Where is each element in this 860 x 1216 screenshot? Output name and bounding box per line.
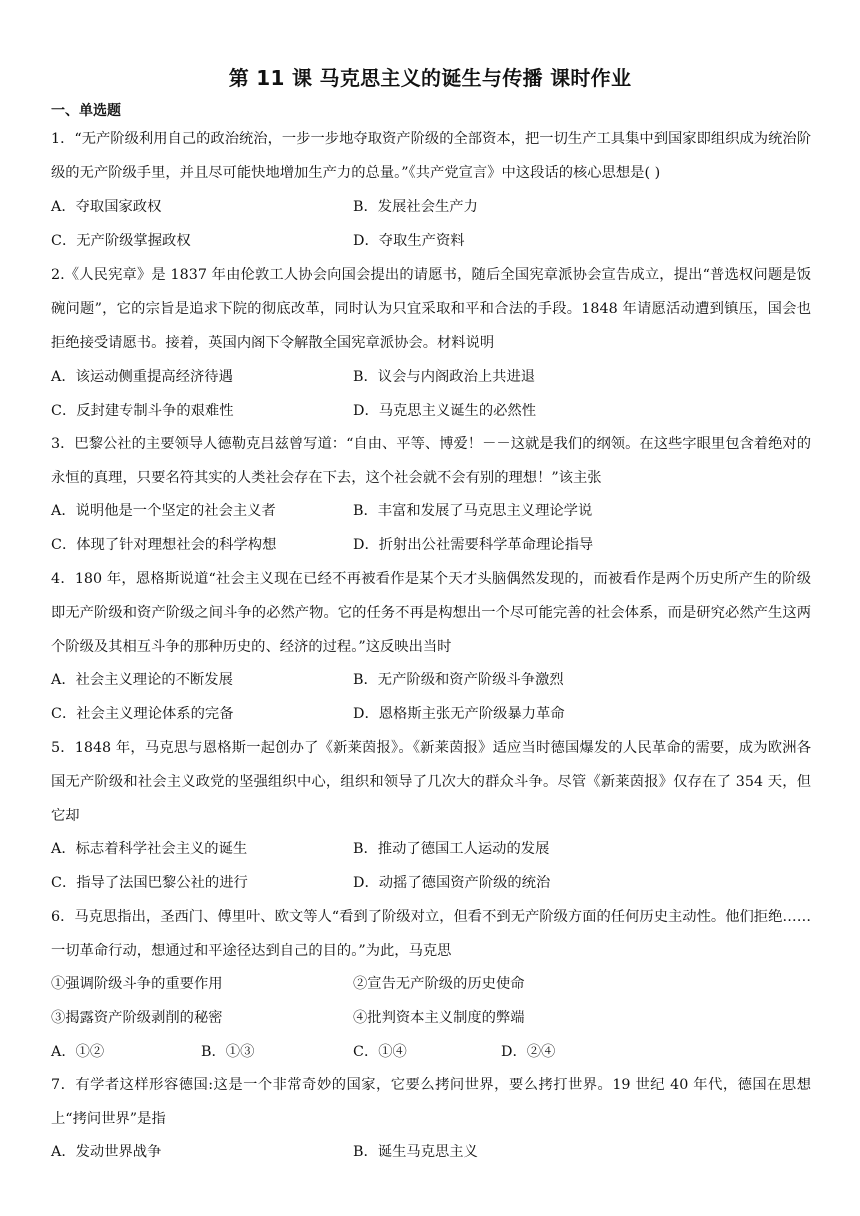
option-b[interactable]: B．议会与内阁政治上共进退	[353, 369, 536, 385]
question-7-stem: 7．有学者这样形容德国:这是一个非常奇妙的国家，它要么拷问世界，要么拷打世界。19 世纪 40 年代，德国在思想上“拷问世界”是指	[51, 1077, 811, 1127]
option-a[interactable]: A．社会主义理论的不断发展	[51, 672, 233, 688]
question-3-options-row-2	[51, 528, 811, 562]
option-a[interactable]: A．标志着科学社会主义的诞生	[51, 841, 248, 857]
statement-item: ②宣告无产阶级的历史使命	[353, 976, 525, 992]
question-1-options-row-1	[51, 190, 811, 224]
question-1-options-row-2	[51, 224, 811, 258]
option-c[interactable]: C．反封建专制斗争的艰难性	[51, 403, 234, 419]
question-3-options-row-1	[51, 494, 811, 528]
statement-item: ④批判资本主义制度的弊端	[353, 1010, 525, 1026]
statement-item: ①强调阶级斗争的重要作用	[51, 976, 223, 992]
question-4-options-row-1	[51, 663, 811, 697]
question-5-options-row-1	[51, 832, 811, 866]
question-2-options-row-2	[51, 394, 811, 428]
option-d[interactable]: D．夺取生产资料	[353, 233, 465, 249]
question-6-stem: 6．马克思指出，圣西门、傅里叶、欧文等人“看到了阶级对立，但看不到无产阶级方面的任何历史主动性。他们拒绝……一切革命行动，想通过和平途径达到自己的目的。”为此，马克思	[51, 909, 811, 959]
option-b[interactable]: B．推动了德国工人运动的发展	[353, 841, 550, 857]
question-2-stem: 2.《人民宪章》是 1837 年由伦敦工人协会向国会提出的请愿书，随后全国宪章派协会宣告成立，提出“普选权问题是饭碗问题”，它的宗旨是追求下院的彻底改革，同时认为只宜采取和平和合法的手段。1848 年请愿活动遭到镇压，国会也拒绝接受请愿书。接着，英国内阁下令解散全国宪章派协会。材料说明	[51, 267, 811, 351]
option-d[interactable]: D．②④	[501, 1044, 556, 1060]
question-5-stem: 5．1848 年，马克思与恩格斯一起创办了《新莱茵报》。《新莱茵报》适应当时德国爆发的人民革命的需要，成为欧洲各国无产阶级和社会主义政党的坚强组织中心，组织和领导了几次大的群众斗争。尽管《新莱茵报》仅存在了 354 天，但它却	[51, 740, 811, 824]
question-6-items-row-2	[51, 1001, 811, 1035]
page-title: 第 11 课 马克思主义的诞生与传播 课时作业	[228, 66, 632, 90]
option-b[interactable]: B．发展社会生产力	[353, 199, 478, 215]
option-c[interactable]: C．社会主义理论体系的完备	[51, 706, 234, 722]
question-1-stem: 1．“无产阶级利用自己的政治统治，一步一步地夺取资产阶级的全部资本，把一切生产工具集中到国家即组织成为统治阶级的无产阶级手里，并且尽可能快地增加生产力的总量。”《共产党宣言》中这段话的核心思想是( )	[51, 131, 811, 181]
option-a[interactable]: A．发动世界战争	[51, 1144, 162, 1160]
section-heading: 一、单选题	[51, 103, 121, 119]
option-d[interactable]: D．折射出公社需要科学革命理论指导	[353, 537, 594, 553]
option-b[interactable]: B．无产阶级和资产阶级斗争激烈	[353, 672, 564, 688]
option-a[interactable]: A．说明他是一个坚定的社会主义者	[51, 503, 276, 519]
option-a[interactable]: A．夺取国家政权	[51, 199, 162, 215]
option-d[interactable]: D．动摇了德国资产阶级的统治	[353, 875, 551, 891]
option-c[interactable]: C．体现了针对理想社会的科学构想	[51, 537, 277, 553]
question-7-options-row-1	[51, 1135, 811, 1169]
question-4-stem: 4．180 年，恩格斯说道“社会主义现在已经不再被看作是某个天才头脑偶然发现的，而被看作是两个历史所产生的阶级即无产阶级和资产阶级之间斗争的必然产物。它的任务不再是构想出一个尽可能完善的社会体系，而是研究必然产生这两个阶级及其相互斗争的那种历史的、经济的过程。”这反映出当时	[51, 571, 811, 655]
option-c[interactable]: C．①④	[353, 1044, 407, 1060]
option-d[interactable]: D．恩格斯主张无产阶级暴力革命	[353, 706, 565, 722]
question-3-stem: 3．巴黎公社的主要领导人德勒克吕兹曾写道：“自由、平等、博爱！－－这就是我们的纲领。在这些字眼里包含着绝对的永恒的真理，只要名符其实的人类社会存在下去，这个社会就不会有别的理想！”该主张	[51, 436, 811, 486]
option-a[interactable]: A．①②	[51, 1044, 105, 1060]
option-a[interactable]: A．该运动侧重提高经济待遇	[51, 369, 233, 385]
question-5-options-row-2	[51, 866, 811, 900]
question-4-options-row-2	[51, 697, 811, 731]
option-c[interactable]: C．指导了法国巴黎公社的进行	[51, 875, 248, 891]
option-d[interactable]: D．马克思主义诞生的必然性	[353, 403, 537, 419]
question-2-options-row-1	[51, 360, 811, 394]
statement-item: ③揭露资产阶级剥削的秘密	[51, 1010, 223, 1026]
question-6-items-row-1	[51, 967, 811, 1001]
option-b[interactable]: B．丰富和发展了马克思主义理论学说	[353, 503, 593, 519]
question-6-options-row	[51, 1035, 811, 1069]
option-c[interactable]: C．无产阶级掌握政权	[51, 233, 191, 249]
option-b[interactable]: B．诞生马克思主义	[353, 1144, 478, 1160]
option-b[interactable]: B．①③	[201, 1044, 255, 1060]
